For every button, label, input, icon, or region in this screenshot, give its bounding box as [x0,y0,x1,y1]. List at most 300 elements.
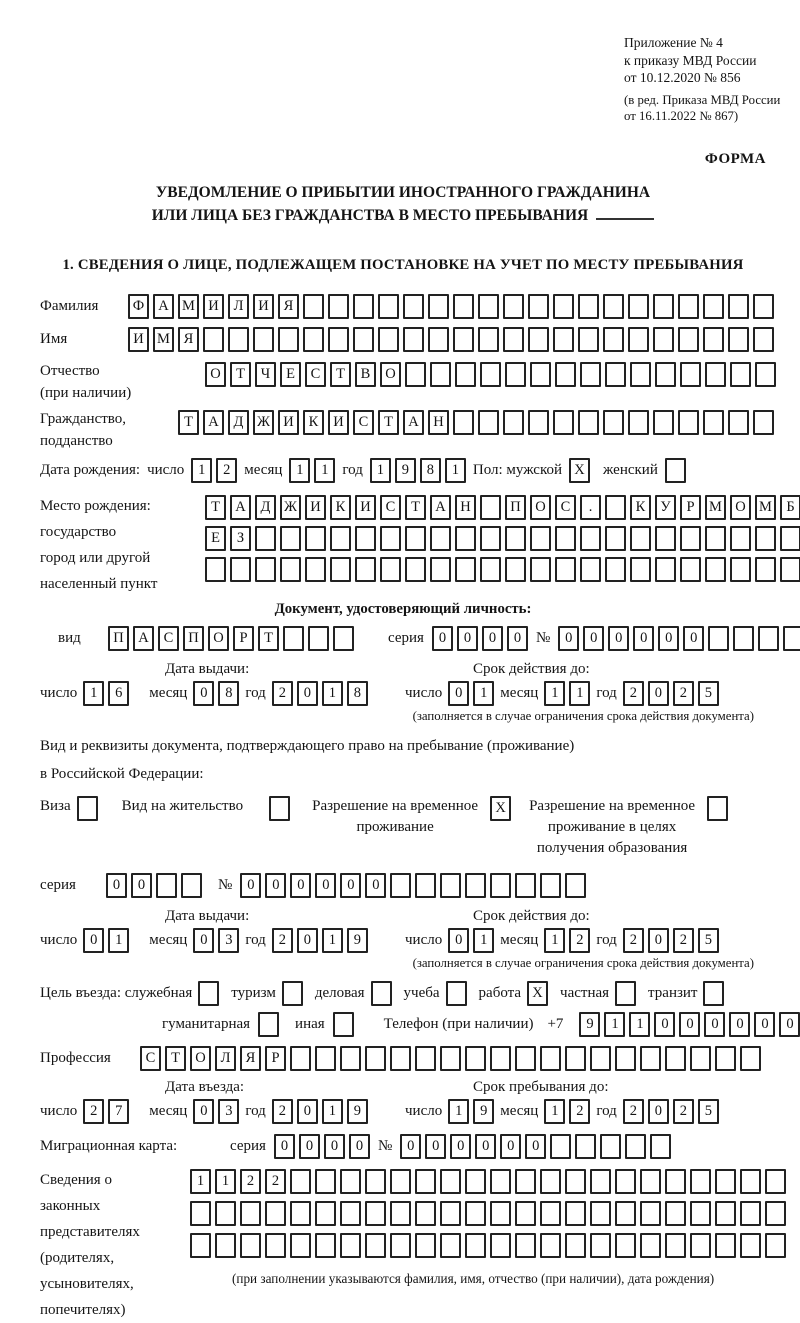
char-box[interactable]: 1 [604,1012,625,1037]
char-box[interactable]: 0 [448,681,469,706]
char-box[interactable] [580,526,601,551]
char-box[interactable]: 0 [448,928,469,953]
char-box[interactable]: 0 [131,873,152,898]
char-box[interactable] [380,557,401,582]
char-box[interactable] [465,1201,486,1226]
char-box[interactable]: Н [455,495,476,520]
char-box[interactable] [708,626,729,651]
surname-input[interactable] [128,294,774,319]
char-box[interactable]: 0 [658,626,679,651]
purpose-tourism-checkbox[interactable] [282,981,303,1006]
char-box[interactable]: 2 [83,1099,104,1124]
char-box[interactable] [665,1046,686,1071]
char-box[interactable] [455,526,476,551]
char-box[interactable] [390,1201,411,1226]
char-box[interactable] [453,410,474,435]
char-box[interactable]: 2 [272,1099,293,1124]
char-box[interactable]: Л [228,294,249,319]
char-box[interactable]: М [705,495,726,520]
char-box[interactable]: 1 [544,1099,565,1124]
purpose-work-checkbox[interactable] [527,981,548,1006]
char-box[interactable]: З [230,526,251,551]
representatives-row3-input[interactable] [190,1233,786,1258]
char-box[interactable] [280,526,301,551]
purpose-humanitarian-checkbox[interactable] [258,1012,279,1037]
char-box[interactable]: 5 [698,1099,719,1124]
char-box[interactable] [405,557,426,582]
entry-year-input[interactable] [272,1099,368,1124]
char-box[interactable] [605,495,626,520]
char-box[interactable] [575,1134,596,1159]
char-box[interactable] [740,1169,761,1194]
char-box[interactable] [503,294,524,319]
char-box[interactable] [715,1169,736,1194]
char-box[interactable] [465,873,486,898]
birthplace-row1-input[interactable] [205,495,800,520]
char-box[interactable] [553,410,574,435]
char-box[interactable]: Е [280,362,301,387]
char-box[interactable] [365,1169,386,1194]
char-box[interactable] [440,1201,461,1226]
char-box[interactable]: 0 [297,681,318,706]
char-box[interactable] [490,1233,511,1258]
char-box[interactable]: 2 [569,1099,590,1124]
char-box[interactable]: Б [780,495,800,520]
char-box[interactable]: Я [278,294,299,319]
char-box[interactable]: М [153,327,174,352]
char-box[interactable] [703,410,724,435]
char-box[interactable]: 9 [395,458,416,483]
char-box[interactable] [605,526,626,551]
char-box[interactable] [733,626,754,651]
char-box[interactable]: П [108,626,129,651]
char-box[interactable]: 0 [633,626,654,651]
char-box[interactable] [655,557,676,582]
char-box[interactable]: 0 [683,626,704,651]
char-box[interactable]: 0 [500,1134,521,1159]
char-box[interactable] [415,1233,436,1258]
passport-valid-year-input[interactable] [623,681,719,706]
char-box[interactable] [480,557,501,582]
representatives-row2-input[interactable] [190,1201,786,1226]
char-box[interactable]: 0 [525,1134,546,1159]
char-box[interactable]: О [380,362,401,387]
char-box[interactable] [703,294,724,319]
char-box[interactable]: Т [178,410,199,435]
char-box[interactable] [765,1169,786,1194]
char-box[interactable] [540,1201,561,1226]
char-box[interactable] [353,327,374,352]
char-box[interactable] [665,1201,686,1226]
char-box[interactable] [198,981,219,1006]
passport-series-input[interactable] [432,626,528,651]
char-box[interactable]: Л [215,1046,236,1071]
stay-day-input[interactable] [448,1099,494,1124]
char-box[interactable]: О [205,362,226,387]
char-box[interactable]: 0 [340,873,361,898]
char-box[interactable] [540,1233,561,1258]
char-box[interactable] [740,1046,761,1071]
char-box[interactable]: 0 [193,681,214,706]
char-box[interactable] [440,1233,461,1258]
char-box[interactable]: С [353,410,374,435]
char-box[interactable]: А [203,410,224,435]
char-box[interactable]: 0 [679,1012,700,1037]
char-box[interactable] [478,410,499,435]
char-box[interactable] [430,526,451,551]
char-box[interactable] [428,294,449,319]
char-box[interactable]: 2 [623,928,644,953]
char-box[interactable] [550,1134,571,1159]
residence-permit-checkbox[interactable] [269,796,290,821]
char-box[interactable] [380,526,401,551]
phone-input[interactable] [579,1012,800,1037]
char-box[interactable]: 5 [698,681,719,706]
char-box[interactable]: Ф [128,294,149,319]
char-box[interactable] [580,557,601,582]
char-box[interactable]: 1 [569,681,590,706]
char-box[interactable]: О [530,495,551,520]
char-box[interactable]: 0 [608,626,629,651]
char-box[interactable]: Р [680,495,701,520]
char-box[interactable] [540,873,561,898]
char-box[interactable]: 0 [754,1012,775,1037]
char-box[interactable] [415,1201,436,1226]
char-box[interactable] [780,557,800,582]
char-box[interactable] [615,1169,636,1194]
char-box[interactable]: 1 [629,1012,650,1037]
char-box[interactable] [253,327,274,352]
char-box[interactable]: 0 [349,1134,370,1159]
char-box[interactable]: 0 [274,1134,295,1159]
char-box[interactable]: 1 [544,928,565,953]
char-box[interactable] [455,557,476,582]
char-box[interactable] [228,327,249,352]
char-box[interactable]: 9 [579,1012,600,1037]
temp-residence-checkbox[interactable] [490,796,511,821]
char-box[interactable] [530,526,551,551]
char-box[interactable]: 0 [779,1012,800,1037]
char-box[interactable] [230,557,251,582]
char-box[interactable] [290,1046,311,1071]
char-box[interactable]: Т [405,495,426,520]
char-box[interactable] [453,294,474,319]
char-box[interactable]: 0 [299,1134,320,1159]
char-box[interactable] [446,981,467,1006]
char-box[interactable]: С [158,626,179,651]
char-box[interactable]: 2 [673,928,694,953]
char-box[interactable] [190,1233,211,1258]
char-box[interactable]: 0 [106,873,127,898]
resdoc-valid-month-input[interactable] [544,928,590,953]
char-box[interactable] [530,557,551,582]
char-box[interactable] [403,327,424,352]
char-box[interactable]: И [128,327,149,352]
char-box[interactable]: 1 [445,458,466,483]
char-box[interactable] [615,1046,636,1071]
char-box[interactable] [465,1046,486,1071]
char-box[interactable] [730,526,751,551]
char-box[interactable]: К [630,495,651,520]
char-box[interactable] [455,362,476,387]
char-box[interactable]: 1 [322,928,343,953]
char-box[interactable]: 2 [623,681,644,706]
char-box[interactable] [328,327,349,352]
name-input[interactable] [128,327,774,352]
char-box[interactable]: Т [230,362,251,387]
entry-month-input[interactable] [193,1099,239,1124]
char-box[interactable] [330,526,351,551]
char-box[interactable] [655,362,676,387]
char-box[interactable]: Ч [255,362,276,387]
char-box[interactable] [565,1046,586,1071]
char-box[interactable] [190,1201,211,1226]
purpose-official-checkbox[interactable] [198,981,219,1006]
char-box[interactable] [503,327,524,352]
char-box[interactable] [265,1201,286,1226]
char-box[interactable]: В [355,362,376,387]
char-box[interactable]: 1 [473,681,494,706]
char-box[interactable] [308,626,329,651]
char-box[interactable]: П [183,626,204,651]
char-box[interactable] [258,1012,279,1037]
char-box[interactable]: 0 [558,626,579,651]
sex-female-checkbox[interactable] [665,458,686,483]
resdoc-issue-day-input[interactable] [83,928,129,953]
char-box[interactable] [640,1233,661,1258]
char-box[interactable]: С [555,495,576,520]
char-box[interactable]: Т [258,626,279,651]
char-box[interactable] [315,1233,336,1258]
char-box[interactable]: 2 [265,1169,286,1194]
char-box[interactable] [333,626,354,651]
resdoc-series-input[interactable] [106,873,202,898]
char-box[interactable] [690,1046,711,1071]
char-box[interactable] [728,294,749,319]
char-box[interactable]: 0 [425,1134,446,1159]
char-box[interactable]: 0 [648,1099,669,1124]
char-box[interactable]: 9 [473,1099,494,1124]
char-box[interactable] [628,410,649,435]
char-box[interactable]: С [380,495,401,520]
char-box[interactable] [655,526,676,551]
char-box[interactable]: И [253,294,274,319]
char-box[interactable] [305,557,326,582]
char-box[interactable]: Ж [280,495,301,520]
char-box[interactable] [653,294,674,319]
char-box[interactable] [680,526,701,551]
char-box[interactable] [653,327,674,352]
char-box[interactable]: Р [265,1046,286,1071]
char-box[interactable] [740,1201,761,1226]
char-box[interactable] [453,327,474,352]
char-box[interactable] [630,557,651,582]
char-box[interactable]: 9 [347,1099,368,1124]
char-box[interactable] [353,294,374,319]
char-box[interactable] [703,981,724,1006]
char-box[interactable]: 2 [216,458,237,483]
char-box[interactable]: 0 [704,1012,725,1037]
char-box[interactable] [565,1169,586,1194]
char-box[interactable] [630,362,651,387]
char-box[interactable] [765,1201,786,1226]
passport-issue-month-input[interactable] [193,681,239,706]
char-box[interactable] [333,1012,354,1037]
char-box[interactable] [753,327,774,352]
char-box[interactable] [605,362,626,387]
char-box[interactable]: 0 [297,928,318,953]
char-box[interactable] [600,1134,621,1159]
char-box[interactable] [715,1201,736,1226]
char-box[interactable]: X [527,981,548,1006]
char-box[interactable] [255,526,276,551]
char-box[interactable] [703,327,724,352]
char-box[interactable] [215,1233,236,1258]
char-box[interactable] [650,1134,671,1159]
char-box[interactable] [553,327,574,352]
char-box[interactable] [465,1169,486,1194]
resdoc-valid-year-input[interactable] [623,928,719,953]
birth-month-input[interactable] [289,458,335,483]
char-box[interactable]: 0 [240,873,261,898]
char-box[interactable] [540,1169,561,1194]
char-box[interactable]: 2 [673,1099,694,1124]
char-box[interactable] [678,410,699,435]
char-box[interactable]: 2 [272,928,293,953]
char-box[interactable] [269,796,290,821]
char-box[interactable] [505,557,526,582]
birthplace-row3-input[interactable] [205,557,800,582]
char-box[interactable] [665,1169,686,1194]
char-box[interactable]: 8 [347,681,368,706]
char-box[interactable] [615,981,636,1006]
char-box[interactable]: Т [165,1046,186,1071]
char-box[interactable] [490,873,511,898]
char-box[interactable]: У [655,495,676,520]
char-box[interactable] [440,873,461,898]
representatives-row1-input[interactable] [190,1169,786,1194]
char-box[interactable] [678,327,699,352]
char-box[interactable] [303,327,324,352]
char-box[interactable] [753,294,774,319]
char-box[interactable] [390,1233,411,1258]
sex-male-checkbox[interactable] [569,458,590,483]
char-box[interactable] [628,294,649,319]
char-box[interactable]: Д [255,495,276,520]
char-box[interactable] [378,327,399,352]
char-box[interactable] [630,526,651,551]
char-box[interactable]: 9 [347,928,368,953]
resdoc-number-input[interactable] [240,873,586,898]
char-box[interactable] [365,1201,386,1226]
char-box[interactable] [315,1046,336,1071]
patronymic-input[interactable] [205,362,776,387]
char-box[interactable] [415,1046,436,1071]
char-box[interactable] [783,626,800,651]
birth-day-input[interactable] [191,458,237,483]
char-box[interactable] [340,1169,361,1194]
resdoc-valid-day-input[interactable] [448,928,494,953]
char-box[interactable] [440,1046,461,1071]
char-box[interactable] [290,1169,311,1194]
char-box[interactable] [540,1046,561,1071]
char-box[interactable] [578,294,599,319]
char-box[interactable] [680,362,701,387]
char-box[interactable] [758,626,779,651]
char-box[interactable] [278,327,299,352]
char-box[interactable]: 0 [482,626,503,651]
char-box[interactable]: X [569,458,590,483]
char-box[interactable]: 0 [324,1134,345,1159]
char-box[interactable]: И [203,294,224,319]
char-box[interactable] [355,557,376,582]
char-box[interactable] [553,294,574,319]
resdoc-issue-year-input[interactable] [272,928,368,953]
char-box[interactable] [530,362,551,387]
char-box[interactable]: Т [378,410,399,435]
char-box[interactable]: П [505,495,526,520]
char-box[interactable] [240,1233,261,1258]
char-box[interactable] [240,1201,261,1226]
char-box[interactable] [528,294,549,319]
resdoc-issue-month-input[interactable] [193,928,239,953]
char-box[interactable] [640,1046,661,1071]
migration-number-input[interactable] [400,1134,671,1159]
char-box[interactable]: А [230,495,251,520]
passport-issue-day-input[interactable] [83,681,129,706]
char-box[interactable] [780,526,800,551]
birthplace-row2-input[interactable] [205,526,800,551]
purpose-private-checkbox[interactable] [615,981,636,1006]
char-box[interactable] [555,526,576,551]
char-box[interactable]: . [580,495,601,520]
char-box[interactable] [665,458,686,483]
char-box[interactable] [280,557,301,582]
char-box[interactable]: 0 [265,873,286,898]
char-box[interactable]: 1 [83,681,104,706]
char-box[interactable] [490,1169,511,1194]
char-box[interactable] [515,1201,536,1226]
char-box[interactable]: 6 [108,681,129,706]
passport-number-input[interactable] [558,626,800,651]
char-box[interactable] [590,1233,611,1258]
char-box[interactable]: О [730,495,751,520]
char-box[interactable] [640,1201,661,1226]
char-box[interactable] [265,1233,286,1258]
char-box[interactable] [678,294,699,319]
char-box[interactable] [705,557,726,582]
stay-month-input[interactable] [544,1099,590,1124]
char-box[interactable] [715,1046,736,1071]
char-box[interactable] [603,294,624,319]
char-box[interactable] [340,1046,361,1071]
char-box[interactable] [405,526,426,551]
citizenship-input[interactable] [178,410,774,435]
char-box[interactable]: 1 [473,928,494,953]
purpose-transit-checkbox[interactable] [703,981,724,1006]
char-box[interactable] [315,1169,336,1194]
char-box[interactable] [590,1169,611,1194]
char-box[interactable] [478,327,499,352]
char-box[interactable]: С [305,362,326,387]
char-box[interactable]: 0 [297,1099,318,1124]
char-box[interactable]: 3 [218,928,239,953]
char-box[interactable] [156,873,177,898]
char-box[interactable]: Р [233,626,254,651]
birth-year-input[interactable] [370,458,466,483]
char-box[interactable] [340,1233,361,1258]
char-box[interactable] [503,410,524,435]
